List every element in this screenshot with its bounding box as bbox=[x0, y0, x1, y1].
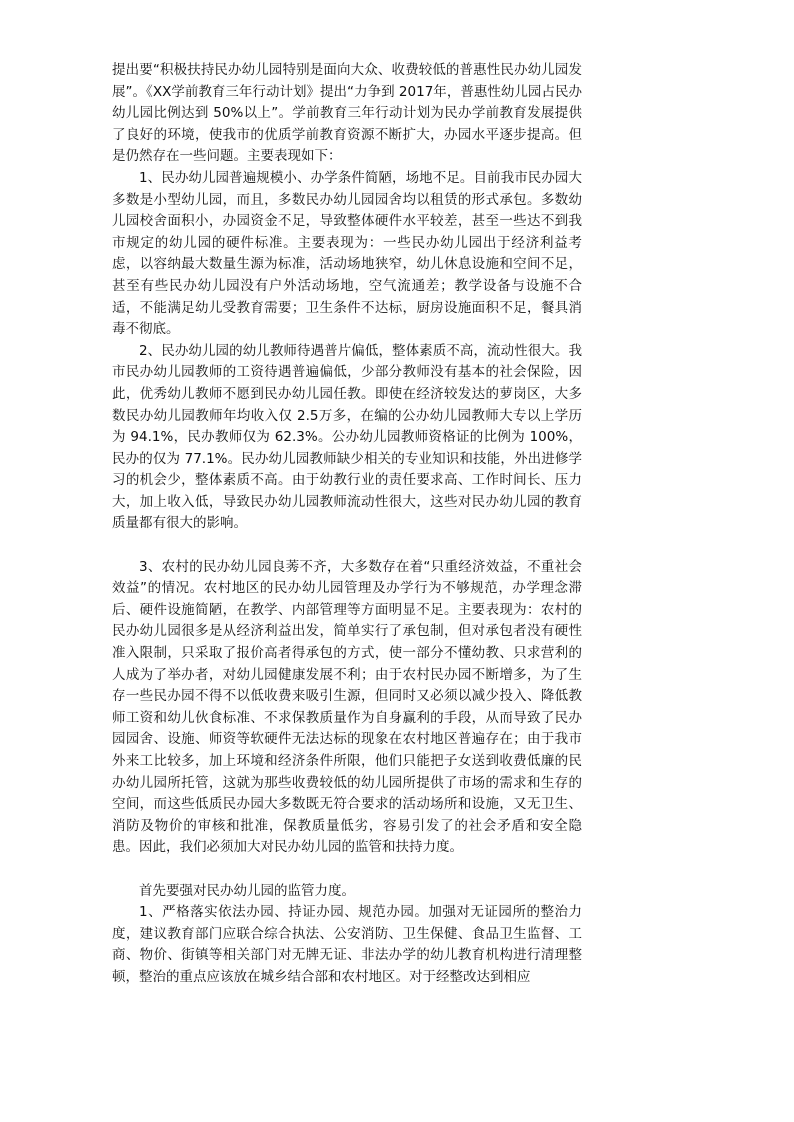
paragraph-point-2: 2、民办幼儿园的幼儿教师待遇普片偏低，整体素质不高，流动性很大。我市民办幼儿园教师的工资待遇普遍偏低，少部分教师没有基本的社会保险，因此，优秀幼儿教师不愿到民办幼儿园任教。即使在经济较发达的萝岗区，大多数民办幼儿园教师年均收入仅 2.5万多，在编的公办幼儿园教师大专以上学历为 94.1%，民办教师仅为 62.3%。公办幼儿园教师资格证的比例为 100%，民办的仅为 77.1%。民办幼儿园教师缺少相关的专业知识和技能，外出进修学习的机会少，整体素质不高。由于幼教行业的责任要求高、工作时间长、压力大，加上收入低，导致民办幼儿园教师流动性很大，这些对民办幼儿园的教育质量都有很大的影响。 bbox=[112, 342, 582, 532]
paragraph-point-3: 3、农村的民办幼儿园良莠不齐，大多数存在着“只重经济效益，不重社会效益”的情况。农村地区的民办幼儿园管理及办学行为不够规范，办学理念滞后、硬件设施简陋，在教学、内部管理等方面明显不足。主要表现为：农村的民办幼儿园很多是从经济利益出发，简单实行了承包制，但对承包者没有硬性准入限制，只采取了报价高者得承包的方式，使一部分不懂幼教、只求营利的人成为了举办者，对幼儿园健康发展不利；由于农村民办园不断增多，为了生存一些民办园不得不以低收费来吸引生源，但同时又必须以减少投入、降低教师工资和幼儿伙食标准、不求保教质量作为自身赢利的手段，从而导致了民办园园舍、设施、师资等软硬件无法达标的现象在农村地区普遍存在；由于我市外来工比较多，加上环境和经济条件所限，他们只能把子女送到收费低廉的民办幼儿园所托管，这就为那些收费较低的幼儿园所提供了市场的需求和生存的空间，而这些低质民办园大多数既无符合要求的活动场所和设施，又无卫生、消防及物价的审核和批准，保教质量低劣，容易引发了的社会矛盾和安全隐患。因此，我们必须加大对民办幼儿园的监管和扶持力度。 bbox=[112, 558, 582, 856]
paragraph-point-1: 1、民办幼儿园普遍规模小、办学条件简陋，场地不足。目前我市民办园大多数是小型幼儿园，而且，多数民办幼儿园园舍均以租赁的形式承包。多数幼儿园校舍面积小，办园资金不足，导致整体硬件水平较差，甚至一些达不到我市规定的幼儿园的硬件标准。主要表现为：一些民办幼儿园出于经济利益考虑，以容纳最大数量生源为标准，活动场地狭窄，幼儿休息设施和空间不足，甚至有些民办幼儿园没有户外活动场地，空气流通差；教学设备与设施不合适，不能满足幼儿受教育需要；卫生条件不达标，厨房设施面积不足，餐具消毒不彻底。 bbox=[112, 169, 582, 338]
paragraph-measure-1: 1、严格落实依法办园、持证办园、规范办园。加强对无证园所的整治力度，建议教育部门应联合综合执法、公安消防、卫生保健、食品卫生监督、工商、物价、街镇等相关部门对无牌无证、非法办学的幼儿教育机构进行清理整顿，整治的重点应该放在城乡结合部和农村地区。对于经整改达到相应 bbox=[112, 904, 582, 985]
document-body bbox=[112, 60, 582, 989]
paragraph-section-heading: 首先要强对民办幼儿园的监管力度。 bbox=[139, 882, 355, 899]
paragraph-intro: 提出要“积极扶持民办幼儿园特别是面向大众、收费较低的普惠性民办幼儿园发展”。《XX学前教育三年行动计划》提出“力争到 2017年，普惠性幼儿园占民办幼儿园比例达到 50%以上”。学前教育三年行动计划为民办学前教育发展提供了良好的环境，使我市的优质学前教育资源不断扩大，办园水平逐步提高。但是仍然存在一些问题。主要表现如下： bbox=[112, 62, 582, 165]
